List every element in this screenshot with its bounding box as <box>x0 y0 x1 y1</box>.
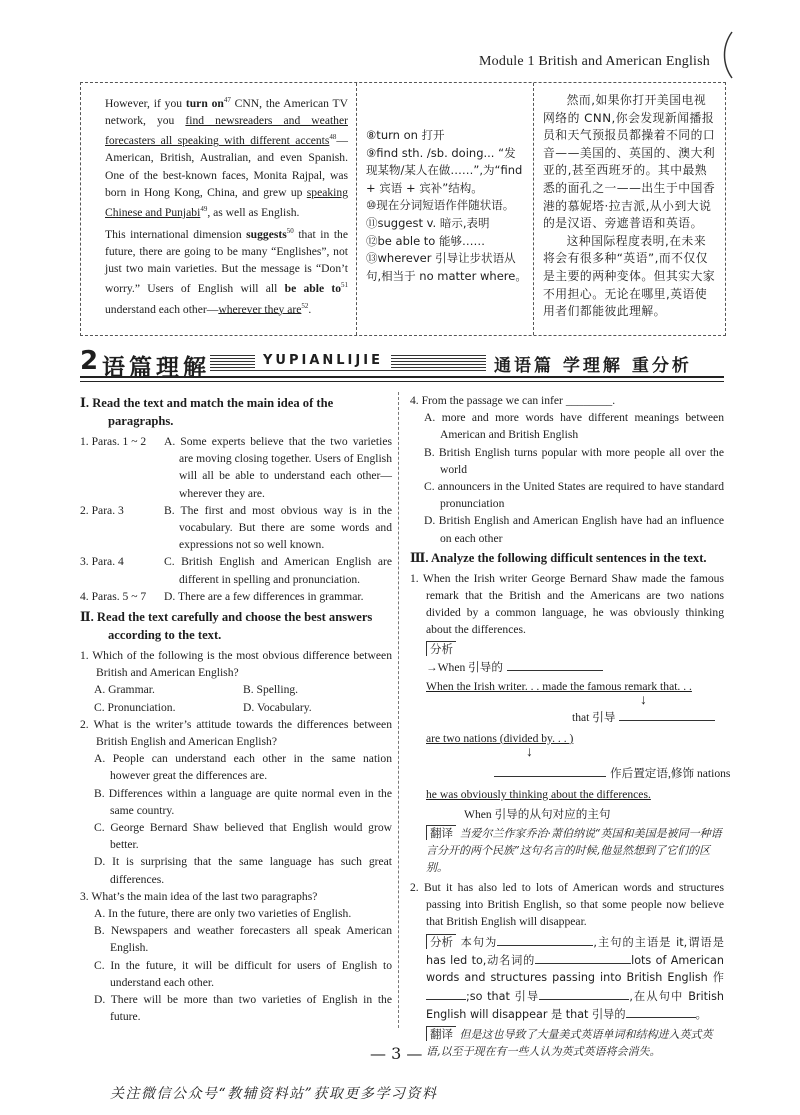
section-motto: 通语篇 学理解 重分析 <box>494 356 692 376</box>
diagram-text: →When 引导的 <box>426 660 503 674</box>
text-run: —American, British, Australian, and even Spanish. One of the best-known faces, Monita Rajpal, was born in Hong Kong, China, and grew up <box>105 134 348 199</box>
analysis-text: ;so that 引导 <box>466 989 540 1003</box>
option: A. People can understand each other in the same nation however great the differences are. <box>94 752 392 783</box>
diagram-clause: he was obviously thinking about the differences. <box>426 787 651 801</box>
option: D. Vocabulary. <box>243 700 312 714</box>
match-paragraph: 3. Para. 4 <box>80 555 124 569</box>
diagram-main-clause-note: When 引导的从句对应的主句 <box>464 807 611 821</box>
analysis-label: 分析 <box>426 641 456 656</box>
keyword-be-able-to: be able to <box>284 282 341 296</box>
match-paragraph: 1. Paras. 1 ~ 2 <box>80 435 147 448</box>
analysis-text: ,主句的主语是 it,谓语是 has led to,动名词的 <box>426 935 724 968</box>
part3-heading: Ⅲ. Analyze the following difficult sentences in the text. <box>410 550 707 565</box>
diagram-text: 作后置定语,修饰 nations <box>610 766 731 780</box>
text-run: CNN, the American TV network, you <box>105 96 349 128</box>
option: D. British English and American English have had an influence on each other <box>424 514 724 545</box>
translation-label: 翻译 <box>426 1026 456 1041</box>
analysis-text: 。 <box>695 1008 707 1022</box>
diagram-clause: are two nations (divided by. . . ) <box>426 731 574 745</box>
analysis-text: 本句为 <box>460 935 498 949</box>
match-item <box>80 502 392 554</box>
option: B. Spelling. <box>243 683 299 697</box>
down-arrow-icon: ↓ <box>640 692 647 708</box>
down-arrow-icon: ↓ <box>526 744 533 760</box>
analysis-text: lots of American words and structures passing into British English 作 <box>426 954 724 985</box>
option: A. Grammar. <box>94 683 155 697</box>
notes-column <box>358 83 534 335</box>
text-run: , as well as English. <box>207 205 300 219</box>
part1-heading: Ⅰ. Read the text and match the main idea of the paragraphs. <box>80 396 334 428</box>
note-item: ⑨find sth. /sb. doing... “发现某物/某人在做……”,为“find + 宾语 + 宾补”结构。 <box>366 145 523 195</box>
text-run: understand each other— <box>105 302 219 316</box>
diagram-text: that 引导 <box>572 710 616 724</box>
note-item: ⑧turn on 打开 <box>366 128 445 142</box>
translation-paragraph: 然而,如果你打开美国电视网络的 CNN,你会发现新闻播报员和天气预报员都操着不同的口音——美国的、英国的、澳大利亚的,甚至西班牙的。其中最熟悉的面孔之一——出生于中国香港的慕妮塔·拉吉派,从小到大说的是汉语、旁遮普语和英语。 <box>543 93 716 231</box>
left-exercise-column <box>80 392 392 1026</box>
option: D. There will be more than two varieties of English in the future. <box>94 993 392 1024</box>
text-run: This international dimension <box>105 227 247 241</box>
note-ref-48: 48 <box>329 133 337 142</box>
option: B. British English turns popular with more people all over the world <box>424 445 724 476</box>
note-ref-49: 49 <box>200 204 208 213</box>
answer-blank <box>494 764 606 777</box>
answer-blank <box>426 987 466 1000</box>
translation-text: 但是这也导致了大量美式英语单词和结构进入英式英语,以至于现在有一些人认为英式英语将会消失。 <box>426 1027 713 1058</box>
translation-text: 当爱尔兰作家乔治·萧伯纳说“英国和美国是被同一种语言分开的两个民族”这句名言的时候,他显然想到了它们的区别。 <box>426 827 722 875</box>
chinese-translation-column <box>535 83 725 335</box>
option: B. Newspapers and weather forecasters all speak American English. <box>94 924 392 955</box>
sentence-structure-diagram <box>410 658 731 808</box>
note-item: ⑩现在分词短语作伴随状语。 <box>366 198 515 213</box>
translation-paragraph: 这种国际程度表明,在未来将会有很多种“英语”,而不仅仅是主要的两种变体。但其实大家不用担心。无论在哪里,英语使用者们都能彼此理解。 <box>543 233 716 319</box>
diagram-that-lead <box>572 708 715 726</box>
match-idea: D. There are a few differences in grammar. <box>164 589 364 603</box>
text-run: However, if you <box>105 96 186 110</box>
underlined-phrase: wherever they are <box>218 302 302 316</box>
keyword-suggests: suggests <box>246 227 287 241</box>
option: C. Pronunciation. <box>94 700 176 714</box>
note-ref-47: 47 <box>223 96 231 104</box>
note-ref-51: 51 <box>341 281 348 290</box>
answer-blank <box>535 951 631 964</box>
option: D. It is surprising that the same language has such great differences. <box>94 855 392 886</box>
diagram-when-lead <box>426 658 603 676</box>
sentence: 2. But it has also led to lots of American words and structures passing into British English, so that some people now believe that British English will disappear. <box>410 881 724 929</box>
underlined-phrase: find newsreaders and weather forecasters all speaking with different accents <box>105 114 348 148</box>
note-item: ⑫be able to 能够…… <box>366 233 486 248</box>
answer-blank <box>497 933 593 946</box>
english-text-column <box>81 83 357 335</box>
section-title: 语篇理解 <box>102 355 210 381</box>
match-idea: B. The first and most obvious way is in the vocabulary. But there are some words and expressions not so well known. <box>164 503 392 552</box>
answer-blank <box>619 708 715 721</box>
question-stem: 2. What is the writer’s attitude towards the differences between British English and American English? <box>80 717 392 749</box>
footer-note: 关注微信公众号“教辅资料站”获取更多学习资料 <box>110 1086 438 1102</box>
option-grid <box>80 681 392 715</box>
module-title: Module 1 British and American English <box>479 54 710 69</box>
question-stem: 1. Which of the following is the most obvious difference between British and American English? <box>80 649 392 680</box>
underlined-phrase: speaking Chinese and Punjabi <box>105 185 348 219</box>
option: C. George Bernard Shaw believed that English would grow better. <box>94 821 392 852</box>
right-exercise-column <box>410 392 731 1060</box>
option: A. more and more words have different meanings between American and British English <box>424 411 724 442</box>
text-run: . <box>308 302 312 316</box>
analysis-label: 分析 <box>426 934 456 949</box>
keyword-turn-on: turn on <box>185 96 224 110</box>
banner-rule <box>80 376 724 382</box>
text-run: that in the future, there are going to be many “Englishes”, not just two main varieties. But the message is “Don’t worry.” Users of English will all <box>105 227 348 296</box>
option: C. In the future, it will be difficult for users of English to understand each other. <box>94 958 392 989</box>
question-stem: 4. From the passage we can infer ________. <box>410 394 616 407</box>
answer-blank <box>539 987 629 1000</box>
sentence: 1. When the Irish writer George Bernard Shaw made the famous remark that the British and the Americans are two nations divided by a common language, he was obviously thinking about the differences. <box>410 571 724 637</box>
match-idea: C. British English and American English are different in spelling and pronunciation. <box>164 555 392 586</box>
match-idea: A. Some experts believe that the two varieties are moving closing together. Users of English will all be able to understand each other—wherever they are. <box>164 435 392 500</box>
translation-label: 翻译 <box>426 825 456 840</box>
part2-heading: Ⅱ. Read the text carefully and choose the best answers according to the text. <box>80 610 373 643</box>
reading-passage-box <box>80 82 726 336</box>
note-ref-50: 50 <box>286 227 294 235</box>
analysis-text: ,在从句中 British English will disappear 是 that 引导的 <box>426 989 724 1022</box>
question-stem: 3. What’s the main idea of the last two paragraphs? <box>80 889 318 903</box>
option: A. In the future, there are only two varieties of English. <box>94 907 352 921</box>
answer-blank <box>507 658 603 671</box>
diagram-post-modifier <box>494 764 730 782</box>
page-header <box>0 0 800 86</box>
match-item <box>80 553 392 587</box>
match-item <box>80 588 392 605</box>
section-banner <box>80 346 724 380</box>
match-paragraph: 4. Paras. 5 ~ 7 <box>80 589 147 603</box>
page-number: — 3 — <box>370 1044 423 1063</box>
option: C. announcers in the United States are required to have standard pronunciation <box>424 480 724 511</box>
note-ref-52: 52 <box>301 301 309 310</box>
diagram-clause: When the Irish writer. . . made the famous remark that. . . <box>426 679 692 693</box>
option: B. Differences within a language are quite normal even in the same country. <box>94 786 392 817</box>
match-item <box>80 433 392 502</box>
header-curve-decoration <box>718 30 736 80</box>
note-item: ⑪suggest v. 暗示,表明 <box>366 215 490 230</box>
answer-blank <box>626 1005 696 1018</box>
section-pinyin: YUPIANLIJIE <box>255 353 391 368</box>
section-number: 2 <box>80 346 99 376</box>
match-paragraph: 2. Para. 3 <box>80 503 124 517</box>
note-item: ⑬wherever 引导让步状语从句,相当于 no matter where。 <box>366 251 527 283</box>
column-divider <box>398 392 399 1028</box>
